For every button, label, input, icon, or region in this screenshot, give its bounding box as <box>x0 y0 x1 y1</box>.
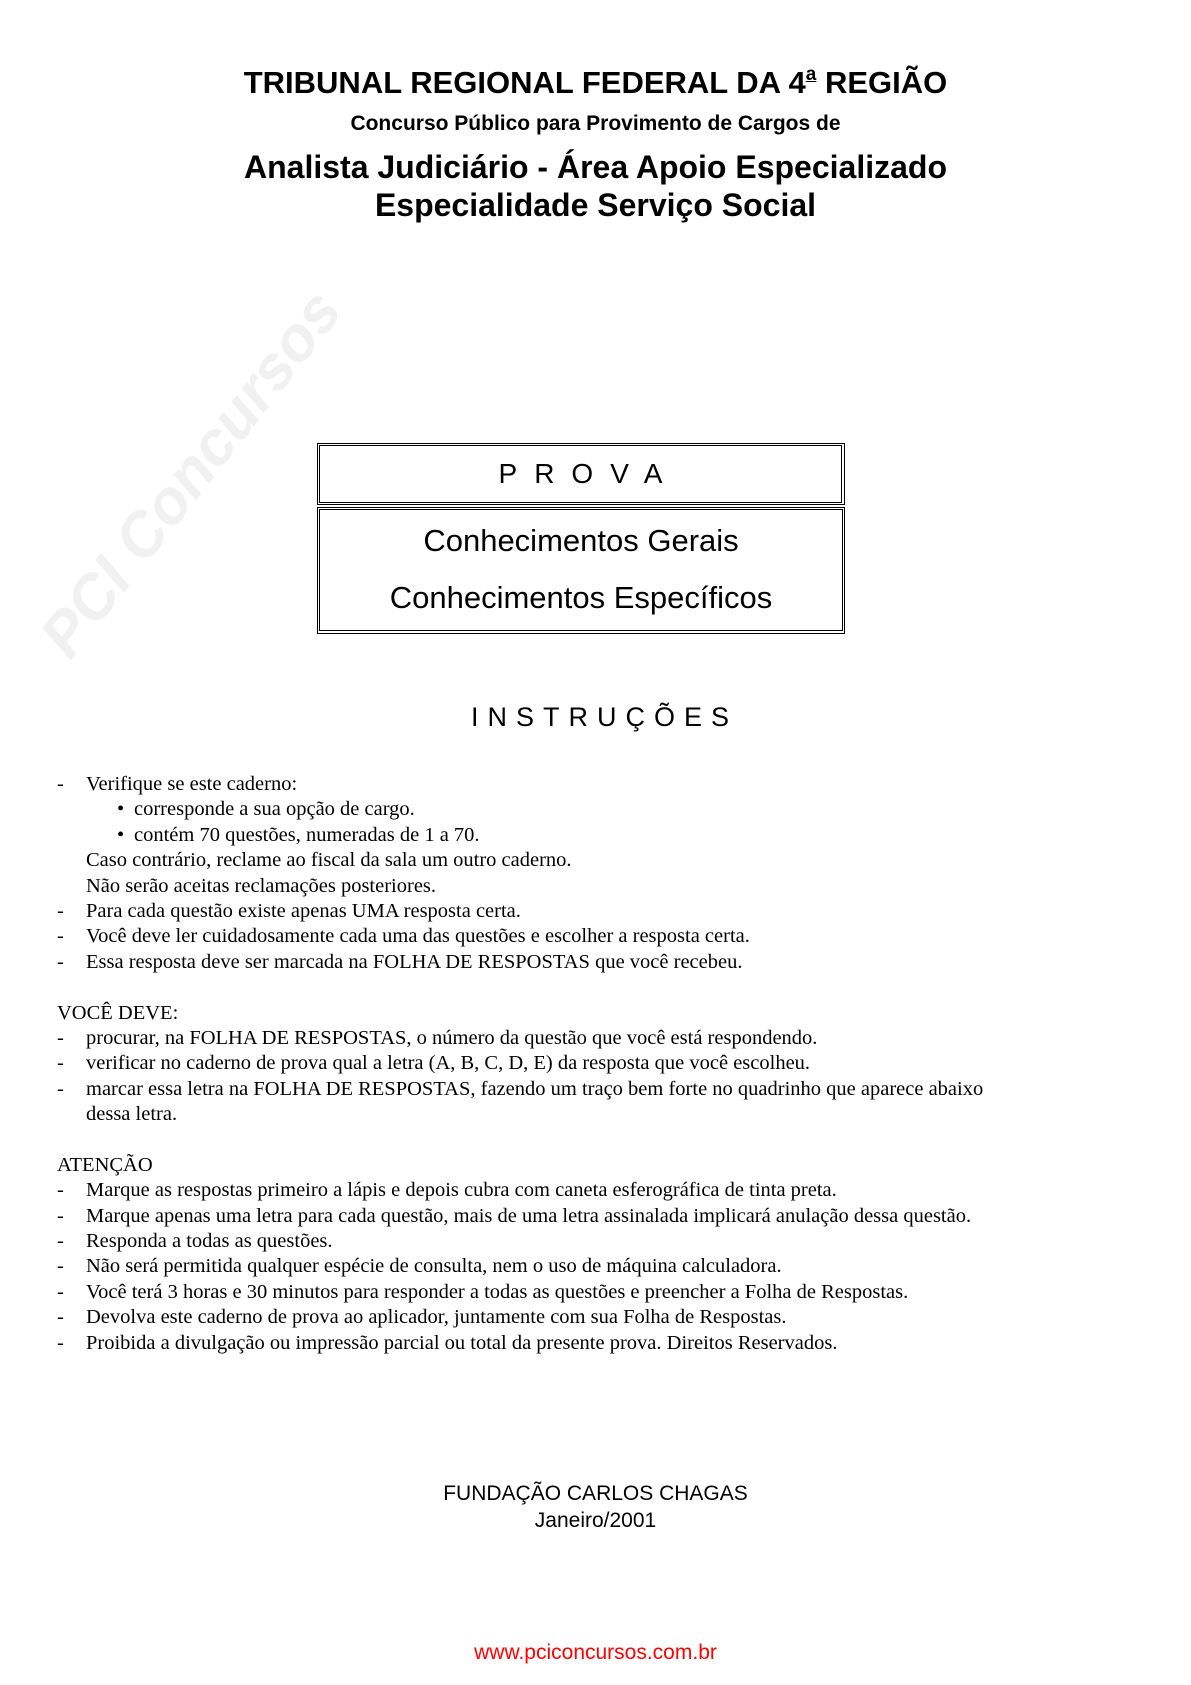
instructions-body <box>57 772 1157 1356</box>
instruction-text: Não serão aceitas reclamações posteriores. <box>86 874 437 897</box>
page-title <box>0 64 1191 101</box>
dash-marker: - <box>57 1179 64 1202</box>
dash-marker: - <box>57 950 64 973</box>
instruction-text: procurar, na FOLHA DE RESPOSTAS, o número da questão que você está respondendo. <box>86 1026 818 1049</box>
instruction-text: Essa resposta deve ser marcada na FOLHA DE RESPOSTAS que você recebeu. <box>86 950 743 973</box>
date: Janeiro/2001 <box>534 1509 657 1532</box>
instruction-line <box>57 1051 1157 1076</box>
instruction-text: marcar essa letra na FOLHA DE RESPOSTAS, fazendo um traço bem forte no quadrinho que aparece abaixo <box>86 1077 984 1100</box>
dash-marker: - <box>57 1026 64 1049</box>
instructions-heading: INSTRUÇÕES <box>470 702 739 732</box>
subject-general: Conhecimentos Gerais <box>423 523 739 558</box>
dash-marker: - <box>57 1230 64 1253</box>
instruction-text: Proibida a divulgação ou impressão parcial ou total da presente prova. Direitos Reservados. <box>86 1331 838 1354</box>
organization: FUNDAÇÃO CARLOS CHAGAS <box>443 1482 748 1505</box>
instruction-line <box>57 1153 1157 1178</box>
instruction-text: dessa letra. <box>86 1103 178 1126</box>
bullet-icon: • <box>117 798 125 821</box>
exam-heading: PROVA <box>317 443 845 505</box>
instruction-line <box>57 1077 1157 1102</box>
subject-specific: Conhecimentos Específicos <box>389 580 773 615</box>
instruction-line <box>57 1204 1157 1229</box>
instruction-text: Não será permitida qualquer espécie de consulta, nem o uso de máquina calculadora. <box>86 1255 782 1278</box>
instruction-line <box>57 975 1157 1000</box>
dash-marker: - <box>57 925 64 948</box>
instruction-line <box>57 1305 1157 1330</box>
instruction-text: Para cada questão existe apenas UMA resposta certa. <box>86 899 521 922</box>
website-link[interactable]: www.pciconcursos.com.br <box>474 1641 717 1664</box>
instruction-line <box>57 1127 1157 1152</box>
instruction-text: Caso contrário, reclame ao fiscal da sala um outro caderno. <box>86 849 572 872</box>
dash-marker: - <box>57 773 64 795</box>
position-line-2: Especialidade Serviço Social <box>374 187 817 223</box>
exam-box <box>317 443 845 634</box>
instruction-text: contém 70 questões, numeradas de 1 a 70. <box>134 823 480 846</box>
instruction-line <box>57 823 1157 848</box>
dash-marker: - <box>57 1077 64 1100</box>
position-title <box>0 148 1191 224</box>
instruction-line <box>57 1026 1157 1051</box>
instruction-line <box>57 899 1157 924</box>
exam-subjects <box>317 507 845 634</box>
instruction-text: verificar no caderno de prova qual a letra (A, B, C, D, E) da resposta que você escolheu. <box>86 1052 811 1075</box>
instruction-text: Você terá 3 horas e 30 minutos para responder a todas as questões e preencher a Folha de Respostas. <box>86 1280 909 1303</box>
instruction-line <box>57 772 1157 797</box>
dash-marker: - <box>57 1255 64 1278</box>
instruction-line <box>57 874 1157 899</box>
instruction-text: Responda a todas as questões. <box>86 1230 333 1253</box>
section-heading: ATENÇÃO <box>57 1153 153 1176</box>
instruction-line <box>57 1102 1157 1127</box>
instruction-text: corresponde a sua opção de cargo. <box>134 798 415 821</box>
dash-marker: - <box>57 1204 64 1227</box>
watermark: PCI Concursos <box>26 277 355 671</box>
instruction-line <box>57 950 1157 975</box>
instruction-text: Devolva este caderno de prova ao aplicador, juntamente com sua Folha de Respostas. <box>86 1306 787 1329</box>
instruction-line <box>57 1001 1157 1026</box>
instruction-line <box>57 1331 1157 1356</box>
footer <box>0 1480 1191 1534</box>
dash-marker: - <box>57 1280 64 1303</box>
dash-marker: - <box>57 1306 64 1329</box>
instruction-text: Marque apenas uma letra para cada questão, mais de uma letra assinalada implicará anulação dessa questão. <box>86 1204 972 1227</box>
dash-marker: - <box>57 1331 64 1354</box>
dash-marker: - <box>57 899 64 922</box>
instruction-line <box>57 797 1157 822</box>
bullet-icon: • <box>117 823 125 846</box>
instruction-text: Você deve ler cuidadosamente cada uma das questões e escolher a resposta certa. <box>86 925 750 948</box>
instruction-line <box>57 924 1157 949</box>
subtitle: Concurso Público para Provimento de Cargos de <box>350 112 841 135</box>
title-end: REGIÃO <box>816 65 948 100</box>
title-ordinal: a <box>805 64 817 85</box>
instruction-line <box>57 1280 1157 1305</box>
instruction-text: Verifique se este caderno: <box>86 773 298 795</box>
section-heading: VOCÊ DEVE: <box>57 1001 179 1024</box>
instruction-line <box>57 848 1157 873</box>
instruction-line <box>57 1178 1157 1203</box>
instruction-text: Marque as respostas primeiro a lápis e depois cubra com caneta esferográfica de tinta preta. <box>86 1179 837 1202</box>
dash-marker: - <box>57 1052 64 1075</box>
instruction-line <box>57 1229 1157 1254</box>
position-line-1: Analista Judiciário - Área Apoio Especializado <box>244 149 947 185</box>
instruction-line <box>57 1254 1157 1279</box>
title-text: TRIBUNAL REGIONAL FEDERAL DA 4 <box>243 65 806 100</box>
